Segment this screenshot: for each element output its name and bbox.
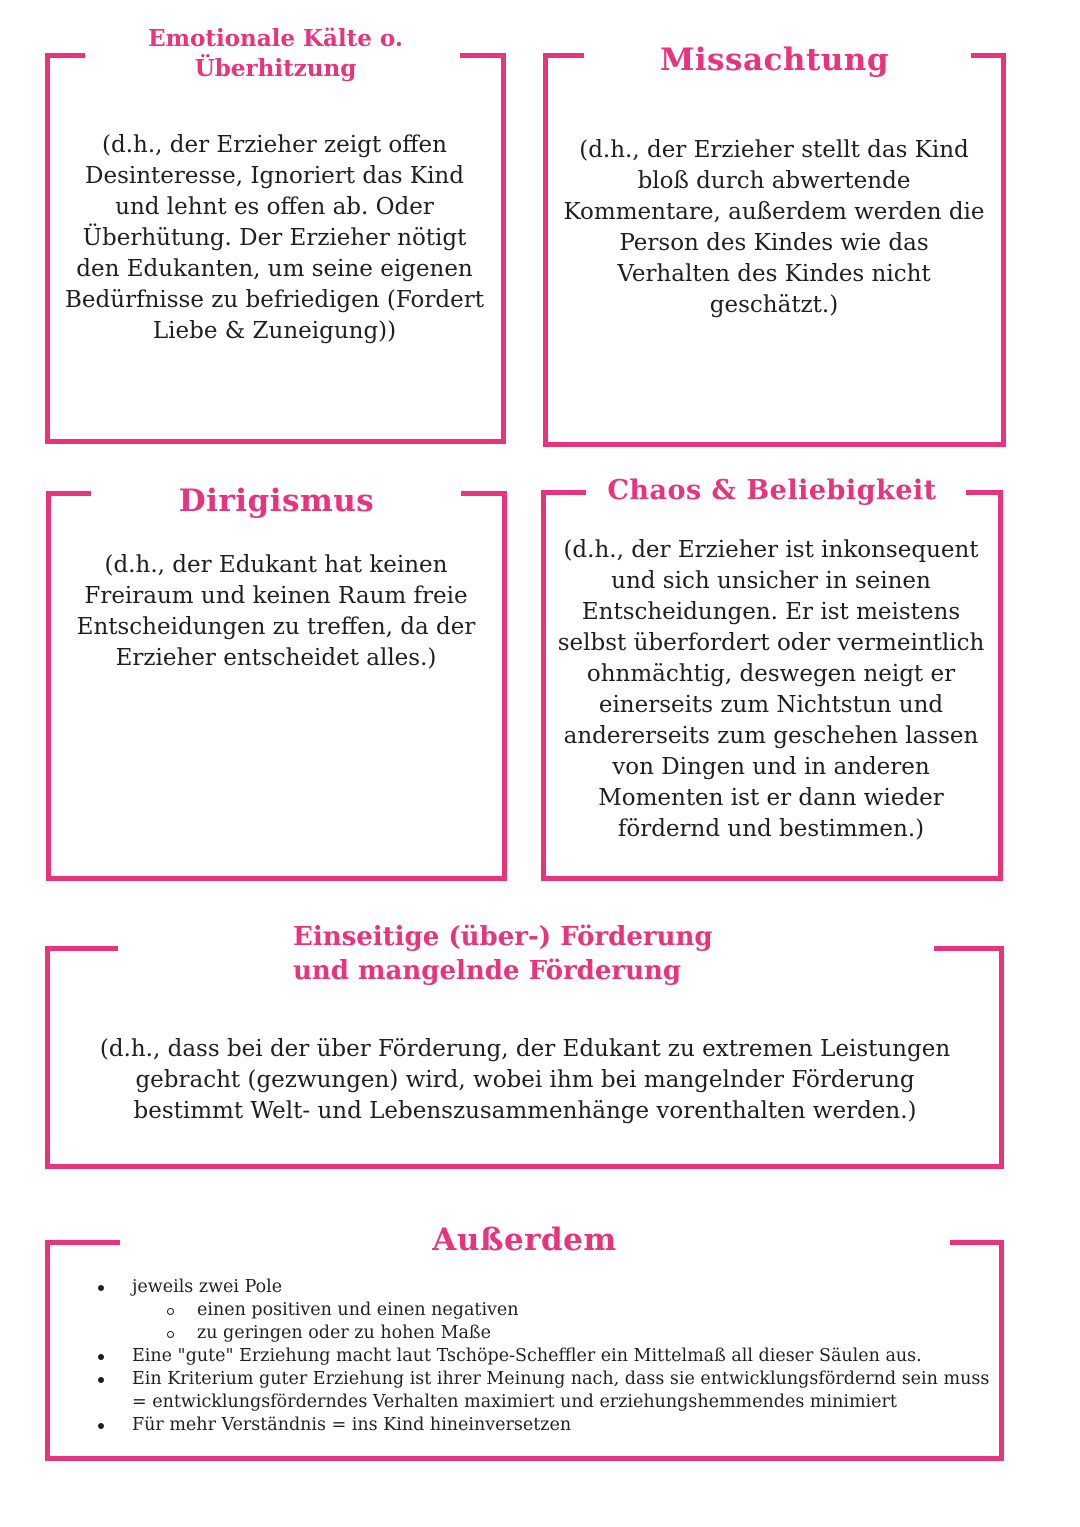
- card-body-foerderung: (d.h., dass bei der über Förderung, der Edukant zu extremen Leistungen gebracht (gezwungen) wird, wobei ihm bei mangelnder Förderung bestimmt Welt- und Lebenszusammenhänge vorenthalten werden.): [99, 1036, 951, 1124]
- list-item: Für mehr Verständnis = ins Kind hineinversetzen: [90, 1414, 1000, 1437]
- card-body-emotionale-kaelte: (d.h., der Erzieher zeigt offen Desinteresse, Ignoriert das Kind und lehnt es offen ab. Oder Überhütung. Der Erzieher nötigt den Edukanten, um seine eigenen Bedürfnisse zu befriedigen (Fordert Liebe & Zuneigung)): [65, 132, 484, 344]
- card-title-missachtung: Missachtung: [659, 42, 890, 78]
- list-sub-item: einen positiven und einen negativen: [90, 1299, 1000, 1322]
- card-body-missachtung: (d.h., der Erzieher stellt das Kind bloß durch abwertende Kommentare, außerdem werden die Person des Kindes wie das Verhalten des Kindes nicht geschätzt.): [563, 137, 985, 318]
- list-item: Eine "gute" Erziehung macht laut Tschöpe-Scheffler ein Mittelmaß all dieser Säulen aus.: [90, 1345, 1000, 1368]
- card-title-foerderung: Einseitige (über-) Förderung und mangelnde Förderung: [293, 922, 713, 987]
- list-item: jeweils zwei Pole: [90, 1276, 1000, 1299]
- card-title-chaos-beliebigkeit: Chaos & Beliebigkeit: [607, 475, 937, 506]
- card-title-dirigismus: Dirigismus: [178, 483, 375, 519]
- card-body-chaos-beliebigkeit: (d.h., der Erzieher ist inkonsequent und sich unsicher in seinen Entscheidungen. Er ist meistens selbst überfordert oder vermeintlich ohnmächtig, deswegen neigt er einerseits zum Nichtstun und andererseits zum geschehen lassen von Dingen und in anderen Momenten ist er dann wieder fördernd und bestimmen.): [557, 537, 985, 842]
- list-item: Ein Kriterium guter Erziehung ist ihrer Meinung nach, dass sie entwicklungsfördernd sein muss = entwicklungsförderndes Verhalten maximiert und erziehungshemmendes minimiert: [90, 1368, 1000, 1414]
- ausserdem-list: [90, 1276, 1000, 1437]
- card-title-ausserdem: Außerdem: [432, 1222, 617, 1258]
- card-title-emotionale-kaelte: Emotionale Kälte o. Überhitzung: [148, 25, 403, 82]
- list-sub-item: zu geringen oder zu hohen Maße: [90, 1322, 1000, 1345]
- card-body-dirigismus: (d.h., der Edukant hat keinen Freiraum und keinen Raum freie Entscheidungen zu treffen, da der Erzieher entscheidet alles.): [76, 552, 476, 671]
